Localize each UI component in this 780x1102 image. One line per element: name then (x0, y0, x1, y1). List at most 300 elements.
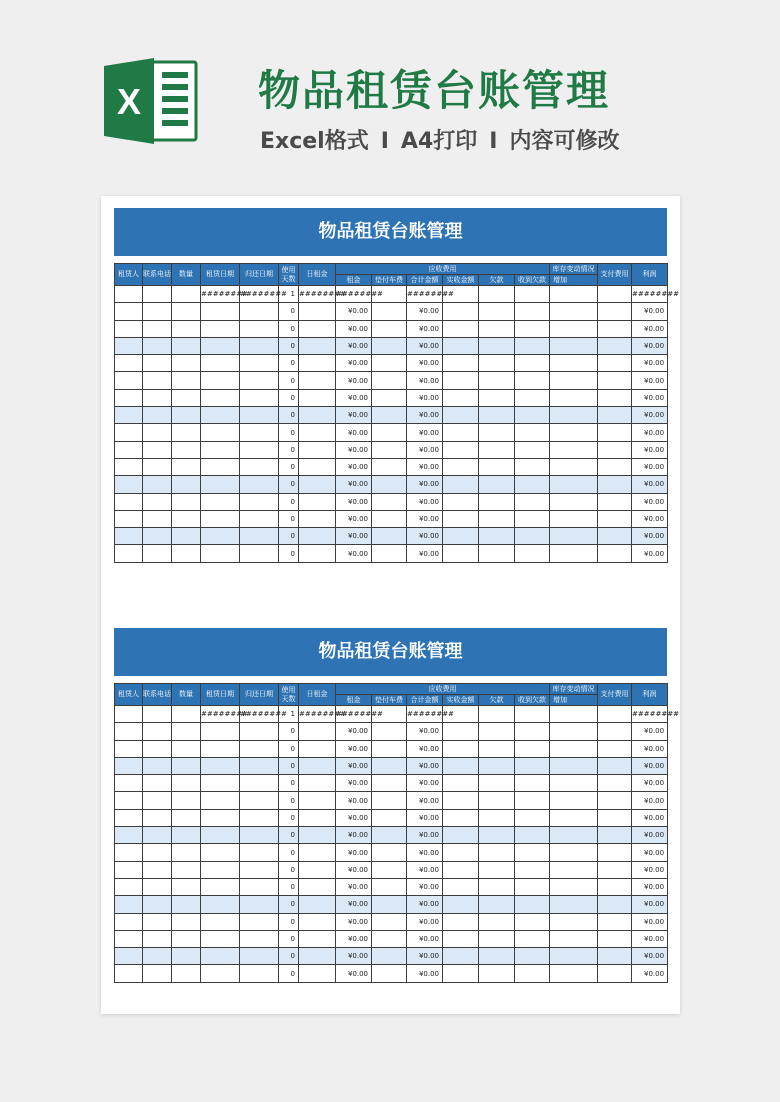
table-cell[interactable] (515, 510, 550, 527)
table-cell[interactable] (515, 740, 550, 757)
table-cell[interactable] (172, 740, 201, 757)
table-cell[interactable] (299, 930, 336, 947)
table-cell[interactable] (372, 389, 407, 406)
table-cell[interactable] (479, 930, 515, 947)
table-cell[interactable] (172, 809, 201, 826)
table-cell[interactable] (515, 792, 550, 809)
table-cell[interactable] (550, 424, 598, 441)
table-cell[interactable] (115, 930, 143, 947)
table-cell[interactable] (240, 878, 279, 895)
table-cell[interactable]: ¥0.00 (632, 740, 668, 757)
table-cell[interactable]: 0 (279, 458, 299, 475)
table-cell[interactable] (201, 723, 240, 740)
table-cell[interactable] (172, 320, 201, 337)
table-cell[interactable] (372, 948, 407, 965)
table-cell[interactable] (201, 510, 240, 527)
table-cell[interactable] (479, 545, 515, 562)
table-cell[interactable]: ¥0.00 (407, 913, 443, 930)
table-cell[interactable] (172, 458, 201, 475)
table-cell[interactable] (172, 355, 201, 372)
table-cell[interactable] (479, 706, 515, 723)
table-cell[interactable]: 0 (279, 545, 299, 562)
table-cell[interactable] (240, 320, 279, 337)
table-cell[interactable] (240, 424, 279, 441)
table-cell[interactable]: 0 (279, 861, 299, 878)
table-cell[interactable] (479, 723, 515, 740)
table-cell[interactable]: ¥0.00 (407, 337, 443, 354)
table-cell[interactable]: 0 (279, 528, 299, 545)
table-cell[interactable] (201, 775, 240, 792)
table-cell[interactable] (550, 493, 598, 510)
table-cell[interactable] (299, 844, 336, 861)
table-cell[interactable] (115, 775, 143, 792)
table-cell[interactable] (515, 493, 550, 510)
table-cell[interactable] (443, 407, 479, 424)
table-cell[interactable] (550, 948, 598, 965)
table-cell[interactable] (598, 861, 632, 878)
table-cell[interactable] (143, 861, 172, 878)
table-cell[interactable] (372, 476, 407, 493)
table-cell[interactable] (172, 723, 201, 740)
table-cell[interactable] (443, 355, 479, 372)
table-cell[interactable] (201, 844, 240, 861)
table-cell[interactable]: ¥0.00 (632, 878, 668, 895)
table-cell[interactable] (515, 545, 550, 562)
table-cell[interactable]: ¥0.00 (336, 792, 372, 809)
table-cell[interactable] (172, 337, 201, 354)
table-cell[interactable]: 0 (279, 844, 299, 861)
table-cell[interactable] (201, 809, 240, 826)
table-cell[interactable] (201, 930, 240, 947)
table-cell[interactable] (598, 355, 632, 372)
table-cell[interactable] (172, 930, 201, 947)
table-cell[interactable] (372, 913, 407, 930)
table-cell[interactable] (479, 372, 515, 389)
table-cell[interactable] (201, 878, 240, 895)
table-cell[interactable] (443, 757, 479, 774)
table-cell[interactable] (479, 775, 515, 792)
table-cell[interactable] (515, 476, 550, 493)
table-cell[interactable] (240, 337, 279, 354)
table-cell[interactable] (115, 844, 143, 861)
table-cell[interactable] (372, 407, 407, 424)
table-cell[interactable]: 0 (279, 303, 299, 320)
table-cell[interactable] (143, 424, 172, 441)
table-cell[interactable] (143, 706, 172, 723)
table-cell[interactable]: ¥0.00 (407, 441, 443, 458)
table-cell[interactable] (550, 303, 598, 320)
table-cell[interactable] (479, 965, 515, 982)
table-cell[interactable] (443, 441, 479, 458)
table-cell[interactable] (550, 757, 598, 774)
table-cell[interactable] (443, 723, 479, 740)
table-cell[interactable] (201, 493, 240, 510)
table-cell[interactable] (479, 510, 515, 527)
table-cell[interactable] (479, 493, 515, 510)
table-cell[interactable]: ¥0.00 (336, 493, 372, 510)
table-cell[interactable] (115, 286, 143, 303)
table-cell[interactable]: ¥0.00 (407, 844, 443, 861)
table-cell[interactable] (598, 510, 632, 527)
table-cell[interactable] (299, 372, 336, 389)
table-cell[interactable] (299, 303, 336, 320)
table-cell[interactable] (443, 896, 479, 913)
table-cell[interactable] (443, 913, 479, 930)
table-cell[interactable]: 0 (279, 441, 299, 458)
table-cell[interactable] (201, 337, 240, 354)
table-cell[interactable] (172, 372, 201, 389)
table-cell[interactable]: ¥0.00 (407, 545, 443, 562)
table-cell[interactable] (550, 372, 598, 389)
table-cell[interactable] (443, 337, 479, 354)
table-cell[interactable] (143, 913, 172, 930)
table-cell[interactable] (240, 896, 279, 913)
table-cell[interactable] (443, 510, 479, 527)
table-cell[interactable] (143, 320, 172, 337)
table-cell[interactable] (372, 303, 407, 320)
table-cell[interactable] (515, 286, 550, 303)
table-cell[interactable] (598, 441, 632, 458)
table-cell[interactable] (515, 372, 550, 389)
table-cell[interactable] (240, 528, 279, 545)
table-cell[interactable] (201, 424, 240, 441)
table-cell[interactable]: ######## (632, 706, 668, 723)
table-cell[interactable]: ¥0.00 (336, 878, 372, 895)
table-cell[interactable] (143, 286, 172, 303)
table-cell[interactable]: ######## (632, 286, 668, 303)
table-cell[interactable] (115, 861, 143, 878)
table-cell[interactable] (443, 827, 479, 844)
table-cell[interactable]: ¥0.00 (407, 510, 443, 527)
table-cell[interactable] (372, 775, 407, 792)
table-cell[interactable]: ¥0.00 (632, 407, 668, 424)
table-cell[interactable] (201, 740, 240, 757)
table-cell[interactable] (479, 948, 515, 965)
table-cell[interactable]: 0 (279, 965, 299, 982)
table-cell[interactable] (479, 913, 515, 930)
table-cell[interactable] (115, 757, 143, 774)
table-cell[interactable] (240, 407, 279, 424)
table-cell[interactable] (299, 389, 336, 406)
table-cell[interactable]: ######## (240, 706, 279, 723)
table-cell[interactable] (201, 757, 240, 774)
table-cell[interactable] (550, 809, 598, 826)
table-cell[interactable] (479, 528, 515, 545)
table-cell[interactable]: ¥0.00 (632, 792, 668, 809)
table-cell[interactable]: 0 (279, 775, 299, 792)
table-cell[interactable]: ¥0.00 (632, 424, 668, 441)
table-cell[interactable]: ¥0.00 (336, 407, 372, 424)
table-cell[interactable] (550, 441, 598, 458)
table-cell[interactable] (443, 948, 479, 965)
table-cell[interactable] (299, 775, 336, 792)
table-cell[interactable]: ¥0.00 (632, 458, 668, 475)
table-cell[interactable] (443, 878, 479, 895)
table-cell[interactable] (240, 389, 279, 406)
table-cell[interactable] (598, 913, 632, 930)
table-cell[interactable] (172, 407, 201, 424)
table-cell[interactable] (115, 389, 143, 406)
table-cell[interactable] (240, 809, 279, 826)
table-cell[interactable] (143, 792, 172, 809)
table-cell[interactable] (172, 861, 201, 878)
table-cell[interactable] (143, 458, 172, 475)
table-cell[interactable]: 1 (279, 286, 299, 303)
table-cell[interactable] (550, 965, 598, 982)
table-cell[interactable] (515, 861, 550, 878)
table-cell[interactable] (598, 965, 632, 982)
table-cell[interactable] (299, 441, 336, 458)
table-cell[interactable] (479, 792, 515, 809)
table-cell[interactable] (299, 861, 336, 878)
table-cell[interactable] (240, 510, 279, 527)
table-cell[interactable]: 0 (279, 510, 299, 527)
table-cell[interactable] (143, 878, 172, 895)
table-cell[interactable]: ¥0.00 (407, 355, 443, 372)
table-cell[interactable] (479, 740, 515, 757)
table-cell[interactable] (598, 372, 632, 389)
table-cell[interactable]: ¥0.00 (336, 723, 372, 740)
table-cell[interactable] (143, 844, 172, 861)
table-cell[interactable] (172, 389, 201, 406)
table-cell[interactable] (372, 723, 407, 740)
table-cell[interactable] (515, 389, 550, 406)
table-cell[interactable]: ¥0.00 (336, 528, 372, 545)
table-cell[interactable] (479, 809, 515, 826)
table-cell[interactable] (143, 355, 172, 372)
table-cell[interactable] (372, 827, 407, 844)
table-cell[interactable] (598, 844, 632, 861)
table-cell[interactable] (443, 775, 479, 792)
table-cell[interactable] (143, 510, 172, 527)
table-cell[interactable]: ¥0.00 (632, 355, 668, 372)
table-cell[interactable] (299, 320, 336, 337)
table-cell[interactable] (299, 510, 336, 527)
table-cell[interactable]: ######## (299, 706, 336, 723)
table-cell[interactable] (598, 948, 632, 965)
table-cell[interactable] (443, 809, 479, 826)
table-cell[interactable] (115, 792, 143, 809)
table-cell[interactable]: ¥0.00 (632, 303, 668, 320)
table-cell[interactable]: ¥0.00 (407, 493, 443, 510)
table-cell[interactable] (372, 930, 407, 947)
table-cell[interactable] (550, 913, 598, 930)
table-cell[interactable] (143, 303, 172, 320)
table-cell[interactable] (443, 844, 479, 861)
table-cell[interactable] (479, 861, 515, 878)
table-cell[interactable] (479, 424, 515, 441)
table-cell[interactable]: 0 (279, 809, 299, 826)
table-cell[interactable]: ¥0.00 (632, 896, 668, 913)
table-cell[interactable] (240, 493, 279, 510)
table-cell[interactable] (172, 706, 201, 723)
table-cell[interactable] (598, 476, 632, 493)
table-cell[interactable] (550, 286, 598, 303)
table-cell[interactable] (479, 476, 515, 493)
table-cell[interactable] (598, 723, 632, 740)
table-cell[interactable] (550, 320, 598, 337)
table-cell[interactable] (115, 706, 143, 723)
table-cell[interactable]: ¥0.00 (407, 372, 443, 389)
table-cell[interactable] (115, 827, 143, 844)
table-cell[interactable] (240, 441, 279, 458)
table-cell[interactable]: 0 (279, 913, 299, 930)
table-cell[interactable] (115, 545, 143, 562)
table-cell[interactable] (598, 286, 632, 303)
table-cell[interactable] (479, 827, 515, 844)
table-cell[interactable] (240, 827, 279, 844)
table-cell[interactable] (443, 476, 479, 493)
table-cell[interactable] (240, 844, 279, 861)
table-cell[interactable] (598, 303, 632, 320)
table-cell[interactable]: 0 (279, 948, 299, 965)
table-cell[interactable] (372, 878, 407, 895)
table-cell[interactable] (372, 792, 407, 809)
table-cell[interactable] (372, 441, 407, 458)
table-cell[interactable] (443, 303, 479, 320)
table-cell[interactable] (299, 528, 336, 545)
table-cell[interactable] (172, 775, 201, 792)
table-cell[interactable]: ¥0.00 (407, 424, 443, 441)
table-cell[interactable] (550, 861, 598, 878)
table-cell[interactable] (372, 844, 407, 861)
table-cell[interactable] (240, 740, 279, 757)
table-cell[interactable] (115, 528, 143, 545)
table-cell[interactable] (201, 948, 240, 965)
table-cell[interactable] (479, 286, 515, 303)
table-cell[interactable] (372, 493, 407, 510)
table-cell[interactable] (143, 740, 172, 757)
table-cell[interactable] (115, 878, 143, 895)
table-cell[interactable] (550, 528, 598, 545)
table-cell[interactable] (143, 896, 172, 913)
table-cell[interactable] (240, 355, 279, 372)
table-cell[interactable] (201, 896, 240, 913)
table-cell[interactable] (115, 337, 143, 354)
table-cell[interactable]: ¥0.00 (336, 389, 372, 406)
table-cell[interactable] (299, 740, 336, 757)
table-cell[interactable]: ¥0.00 (336, 965, 372, 982)
table-cell[interactable] (240, 861, 279, 878)
table-cell[interactable] (372, 372, 407, 389)
table-cell[interactable]: ¥0.00 (336, 740, 372, 757)
table-cell[interactable] (598, 320, 632, 337)
table-cell[interactable] (515, 407, 550, 424)
table-cell[interactable] (115, 355, 143, 372)
table-cell[interactable] (550, 337, 598, 354)
table-cell[interactable] (201, 458, 240, 475)
table-cell[interactable] (550, 775, 598, 792)
table-cell[interactable] (598, 930, 632, 947)
table-cell[interactable] (201, 372, 240, 389)
table-cell[interactable]: ¥0.00 (632, 723, 668, 740)
table-cell[interactable]: 0 (279, 896, 299, 913)
table-cell[interactable] (143, 476, 172, 493)
table-cell[interactable] (115, 441, 143, 458)
table-cell[interactable] (299, 424, 336, 441)
table-cell[interactable] (515, 965, 550, 982)
table-cell[interactable] (372, 510, 407, 527)
table-cell[interactable]: ¥0.00 (336, 896, 372, 913)
table-cell[interactable] (550, 827, 598, 844)
table-cell[interactable]: ¥0.00 (407, 528, 443, 545)
table-cell[interactable] (515, 723, 550, 740)
table-cell[interactable] (479, 389, 515, 406)
table-cell[interactable]: ¥0.00 (336, 757, 372, 774)
table-cell[interactable]: 0 (279, 827, 299, 844)
table-cell[interactable] (515, 528, 550, 545)
table-cell[interactable] (550, 407, 598, 424)
table-cell[interactable]: ¥0.00 (407, 740, 443, 757)
table-cell[interactable] (172, 896, 201, 913)
table-cell[interactable] (372, 809, 407, 826)
table-cell[interactable] (515, 913, 550, 930)
table-cell[interactable]: ¥0.00 (336, 458, 372, 475)
table-cell[interactable] (143, 407, 172, 424)
table-cell[interactable] (299, 493, 336, 510)
table-cell[interactable]: ¥0.00 (336, 913, 372, 930)
table-cell[interactable] (172, 441, 201, 458)
table-cell[interactable] (143, 389, 172, 406)
table-cell[interactable]: 0 (279, 424, 299, 441)
table-cell[interactable]: ¥0.00 (336, 372, 372, 389)
table-cell[interactable] (550, 355, 598, 372)
table-cell[interactable] (372, 528, 407, 545)
table-cell[interactable]: 0 (279, 389, 299, 406)
table-cell[interactable] (172, 965, 201, 982)
table-cell[interactable] (115, 372, 143, 389)
table-cell[interactable] (515, 458, 550, 475)
table-cell[interactable] (240, 913, 279, 930)
table-cell[interactable] (201, 476, 240, 493)
table-cell[interactable]: ¥0.00 (336, 775, 372, 792)
table-cell[interactable] (443, 389, 479, 406)
table-cell[interactable]: 0 (279, 407, 299, 424)
table-cell[interactable] (515, 424, 550, 441)
table-cell[interactable] (479, 757, 515, 774)
table-cell[interactable] (443, 528, 479, 545)
table-cell[interactable]: 0 (279, 476, 299, 493)
table-cell[interactable] (443, 320, 479, 337)
table-cell[interactable] (143, 545, 172, 562)
table-cell[interactable] (115, 320, 143, 337)
table-cell[interactable] (172, 303, 201, 320)
table-cell[interactable] (143, 493, 172, 510)
table-cell[interactable] (443, 965, 479, 982)
table-cell[interactable] (550, 458, 598, 475)
table-cell[interactable]: ¥0.00 (632, 861, 668, 878)
table-cell[interactable]: ¥0.00 (632, 320, 668, 337)
table-cell[interactable]: ¥0.00 (336, 476, 372, 493)
table-cell[interactable] (598, 528, 632, 545)
table-cell[interactable] (240, 303, 279, 320)
table-cell[interactable]: ¥0.00 (336, 844, 372, 861)
table-cell[interactable] (143, 809, 172, 826)
table-cell[interactable]: ¥0.00 (632, 757, 668, 774)
table-cell[interactable]: ¥0.00 (336, 827, 372, 844)
table-cell[interactable] (372, 337, 407, 354)
table-cell[interactable] (372, 424, 407, 441)
table-cell[interactable] (598, 337, 632, 354)
table-cell[interactable] (550, 389, 598, 406)
table-cell[interactable]: ¥0.00 (632, 389, 668, 406)
table-cell[interactable] (299, 809, 336, 826)
table-cell[interactable]: 1 (279, 706, 299, 723)
table-cell[interactable] (299, 458, 336, 475)
table-cell[interactable]: ######## (336, 286, 372, 303)
table-cell[interactable] (479, 896, 515, 913)
table-cell[interactable]: ¥0.00 (632, 930, 668, 947)
